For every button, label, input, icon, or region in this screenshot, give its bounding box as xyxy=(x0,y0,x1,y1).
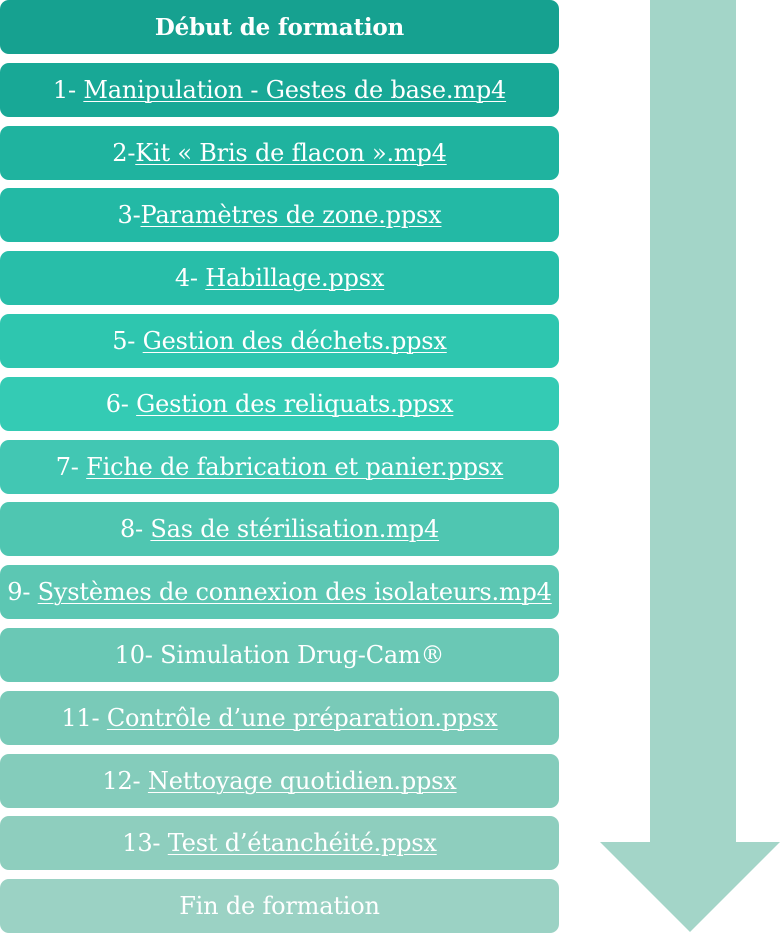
step-prefix: 11- xyxy=(61,703,107,732)
step-link[interactable]: Manipulation - Gestes de base.mp4 xyxy=(83,75,507,104)
step-prefix: 2- xyxy=(112,138,136,167)
step-box-13[interactable] xyxy=(0,816,559,870)
step-box-8[interactable] xyxy=(0,502,559,556)
step-box-10 xyxy=(0,628,559,682)
step-link[interactable]: Test d’étanchéité.ppsx xyxy=(167,829,437,858)
down-arrow-icon xyxy=(600,0,780,933)
step-link[interactable]: Gestion des déchets.ppsx xyxy=(142,327,447,355)
step-link[interactable]: Systèmes de connexion des isolateurs.mp4 xyxy=(37,578,552,607)
step-link[interactable]: Nettoyage quotidien.ppsx xyxy=(147,766,457,795)
step-prefix: 13- xyxy=(122,829,168,858)
step-prefix: 7- xyxy=(55,452,87,481)
step-link[interactable]: Paramètres de zone.ppsx xyxy=(140,201,442,230)
step-box-14 xyxy=(0,879,559,933)
step-box-12[interactable] xyxy=(0,754,559,808)
step-prefix: Fin de formation xyxy=(179,892,380,921)
step-box-2[interactable] xyxy=(0,126,559,180)
step-prefix: 3- xyxy=(117,201,141,230)
step-box-7[interactable] xyxy=(0,440,559,494)
step-prefix: 4- xyxy=(174,264,206,293)
step-link[interactable]: Habillage.ppsx xyxy=(205,264,385,293)
step-prefix: 1- xyxy=(52,75,84,104)
step-prefix: 8- xyxy=(119,515,151,544)
step-prefix: 12- xyxy=(102,766,148,795)
step-box-6[interactable] xyxy=(0,377,559,431)
step-box-0 xyxy=(0,0,559,54)
step-box-3[interactable] xyxy=(0,188,559,242)
step-link[interactable]: Gestion des reliquats.ppsx xyxy=(136,389,454,418)
down-arrow-shape xyxy=(600,0,780,932)
step-box-5[interactable] xyxy=(0,314,559,368)
step-box-11[interactable] xyxy=(0,691,559,745)
step-link[interactable]: Contrôle d’une préparation.ppsx xyxy=(106,703,498,732)
step-box-1[interactable] xyxy=(0,63,559,117)
step-box-9[interactable] xyxy=(0,565,559,619)
step-prefix: 10- Simulation Drug-Cam® xyxy=(114,641,445,669)
step-link[interactable]: Kit « Bris de flacon ».mp4 xyxy=(135,138,447,167)
step-box-4[interactable] xyxy=(0,251,559,305)
step-link[interactable]: Sas de stérilisation.mp4 xyxy=(150,515,440,544)
step-prefix: Début de formation xyxy=(154,13,405,41)
step-prefix: 5- xyxy=(112,327,143,355)
step-prefix: 9- xyxy=(7,578,38,607)
step-link[interactable]: Fiche de fabrication et panier.ppsx xyxy=(86,452,504,481)
step-prefix: 6- xyxy=(105,389,137,418)
